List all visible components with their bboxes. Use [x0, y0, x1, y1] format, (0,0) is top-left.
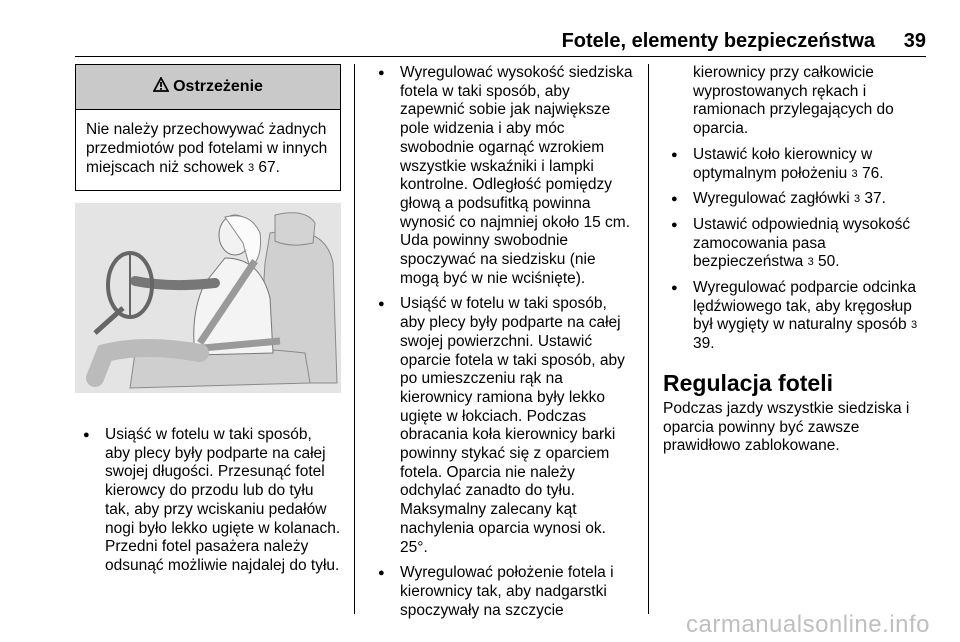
warning-box: [75, 64, 341, 191]
cross-reference-icon: 3: [853, 193, 861, 206]
list-item: ● Ustawić koło kierownicy w optymalnym położeniu 3 76.: [663, 146, 928, 183]
warning-title: Ostrzeżenie: [173, 78, 263, 95]
column-2: [370, 64, 635, 627]
cross-reference-icon: 3: [851, 167, 858, 180]
watermark: carmanualsonline.info: [686, 611, 930, 638]
page-number: 39: [903, 30, 926, 52]
col2-bullet-list: [370, 64, 635, 620]
column-divider-1: [354, 64, 355, 614]
driver-seat-icon: [75, 203, 341, 393]
list-item: ● Wyregulować położenie fotela i kierownicy tak, aby nadgarstki spoczywały na szczycie: [370, 564, 635, 620]
column-3: [663, 64, 928, 456]
xref-page: 37.: [864, 190, 886, 208]
xref-page: 50.: [818, 253, 840, 271]
col1-bullet-list: [75, 426, 341, 576]
column-divider-2: [648, 64, 649, 614]
seat-adjustment-illustration: [75, 203, 341, 393]
cross-reference-icon: 3: [807, 256, 814, 269]
warning-header: [76, 65, 340, 110]
warning-xref-page: 67.: [258, 159, 280, 176]
page-header-title: Fotele, elementy bezpieczeństwa: [561, 30, 875, 52]
cross-reference-icon: 3: [247, 162, 255, 174]
col3-bullet-list: [663, 146, 928, 354]
list-item: ● Usiąść w fotelu w taki sposób, aby plecy były podparte na całej swojej powierzchni. Ustawić oparcie fotela w taki sposób, aby po umieszczeniu rąk na kierownicy ramiona były lekko ugięte w łokciach. Podczas obracania koła kierownicy barki powinny stykać się z oparciem fotela. Oparcia nie należy odchylać zanadto do tyłu. Maksymalny zalecany kąt nachylenia oparcia wynosi ok. 25°.: [370, 295, 635, 557]
list-item: ● Wyregulować zagłówki 3 37.: [663, 190, 928, 209]
warning-triangle-icon: [153, 77, 169, 97]
xref-page: 76.: [861, 164, 884, 182]
section-body: Podczas jazdy wszystkie siedziska i oparcia powinny być zawsze prawidłowo zablokowane.: [663, 399, 910, 455]
warning-text: Nie należy przechowywać żadnych przedmiotów pod fotelami w innych miejscach niż schowek: [86, 121, 328, 176]
list-item: ● Wyregulować wysokość siedziska fotela w taki sposób, aby zapewnić sobie jak największe pole widzenia i aby móc swobodnie ogarnąć wzrokiem wszystkie wskaźniki i lampki kontrolne. Odległość pomiędzy głową a podsufitką powinna wynosić co najmniej około 15 cm. Uda powinny swobodnie spoczywać na siedzisku (nie mogą być w nie wciśnięte).: [370, 64, 635, 288]
cross-reference-icon: 3: [910, 319, 918, 332]
continuation-text: kierownicy przy całkowicie wyprostowanych rękach i ramionach przylegających do oparcia.: [693, 64, 894, 138]
xref-page: 39.: [693, 335, 715, 353]
warning-body: [76, 110, 340, 190]
list-item: ● Ustawić odpowiednią wysokość zamocowania pasa bezpieczeństwa 3 50.: [663, 216, 928, 272]
header-rule: [75, 56, 926, 57]
list-item: ● Wyregulować podparcie odcinka lędźwiowego tak, aby kręgosłup był wygięty w naturalny sposób 3 39.: [663, 279, 928, 354]
section-heading: Regulacja foteli: [663, 369, 833, 396]
list-item: ● Usiąść w fotelu w taki sposób, aby plecy były podparte na całej swojej długości. Przesunąć fotel kierowcy do przodu lub do tyłu tak, aby przy wciskaniu pedałów nogi było lekko ugięte w kolanach. Przedni fotel pasażera należy odsunąć możliwie najdalej do tyłu.: [75, 426, 341, 576]
column-1: [75, 64, 341, 583]
